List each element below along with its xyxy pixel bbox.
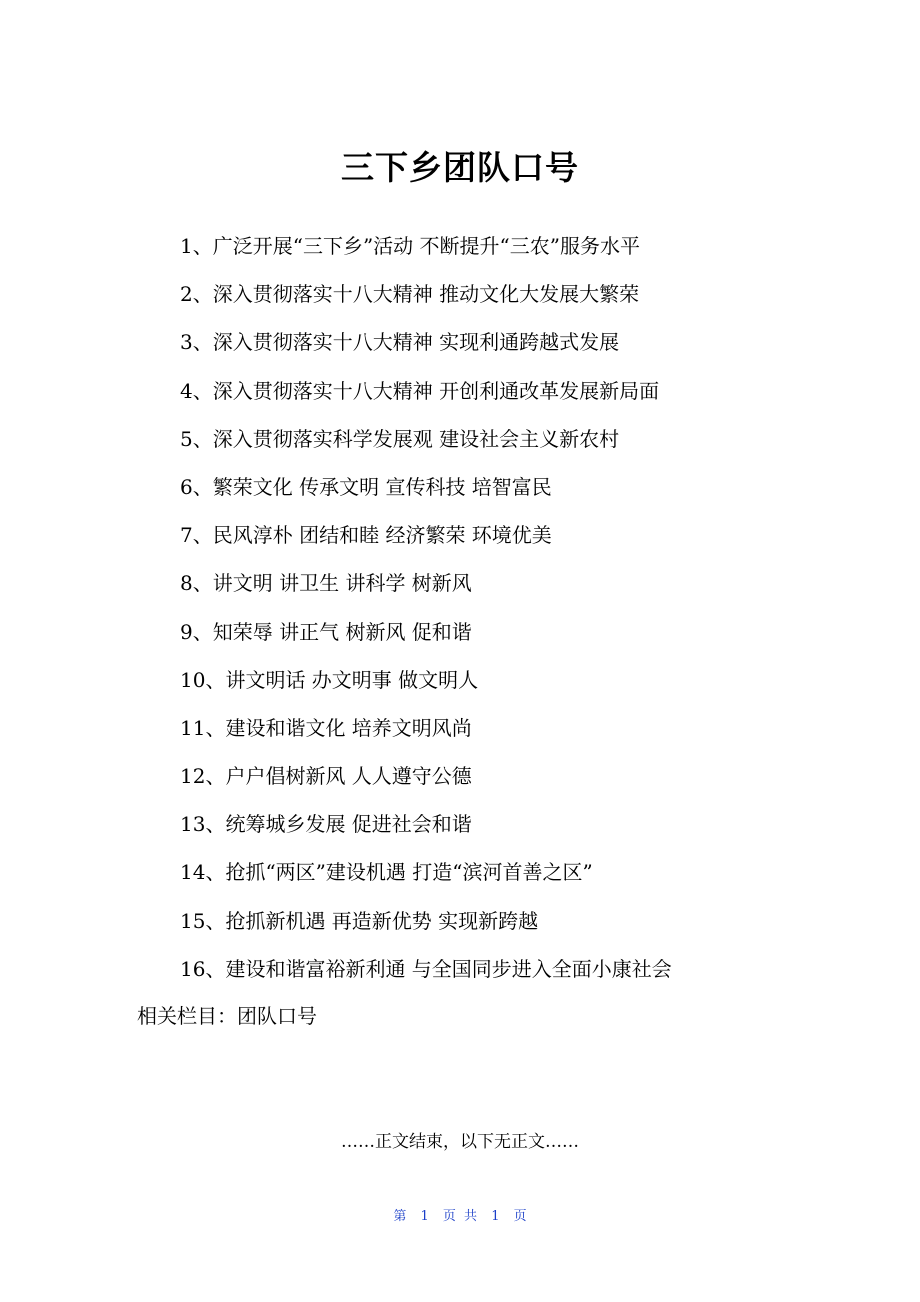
page-label-prefix: 第 (393, 1209, 407, 1224)
page-current-number: 1 (420, 1209, 429, 1224)
slogan-list (180, 228, 672, 999)
list-item: 11、建设和谐文化 培养文明风尚 (180, 715, 472, 740)
list-item: 13、统筹城乡发展 促进社会和谐 (180, 812, 472, 837)
page-label-middle: 页 共 (442, 1209, 478, 1224)
list-item: 9、知荣辱 讲正气 树新风 促和谐 (180, 619, 472, 644)
page-title: 三下乡团队口号 (341, 148, 579, 187)
list-item: 7、民风淳朴 团结和睦 经济繁荣 环境优美 (180, 523, 552, 548)
list-item: 1、广泛开展“三下乡”活动 不断提升“三农”服务水平 (180, 234, 640, 258)
list-item: 6、繁荣文化 传承文明 宣传科技 培智富民 (180, 474, 552, 499)
list-item: 3、深入贯彻落实十八大精神 实现利通跨越式发展 (180, 330, 620, 355)
end-of-text-note: ……正文结束，以下无正文…… (341, 1132, 579, 1152)
list-item: 10、讲文明话 办文明事 做文明人 (180, 667, 479, 692)
list-item: 14、抢抓“两区”建设机遇 打造“滨河首善之区” (180, 860, 593, 885)
list-item: 12、户户倡树新风 人人遵守公德 (180, 764, 472, 789)
page-footer (0, 1207, 920, 1227)
list-item: 8、讲文明 讲卫生 讲科学 树新风 (180, 571, 472, 596)
page-total-number: 1 (491, 1209, 500, 1224)
list-item: 5、深入贯彻落实科学发展观 建设社会主义新农村 (180, 426, 620, 451)
related-section-text: 相关栏目：团队口号 (137, 1004, 317, 1028)
page-label-suffix: 页 (513, 1209, 527, 1224)
list-item: 4、深入贯彻落实十八大精神 开创利通改革发展新局面 (180, 378, 660, 403)
list-item: 16、建设和谐富裕新利通 与全国同步进入全面小康社会 (180, 956, 672, 981)
list-item: 2、深入贯彻落实十八大精神 推动文化大发展大繁荣 (180, 282, 640, 307)
list-item: 15、抢抓新机遇 再造新优势 实现新跨越 (180, 908, 539, 933)
